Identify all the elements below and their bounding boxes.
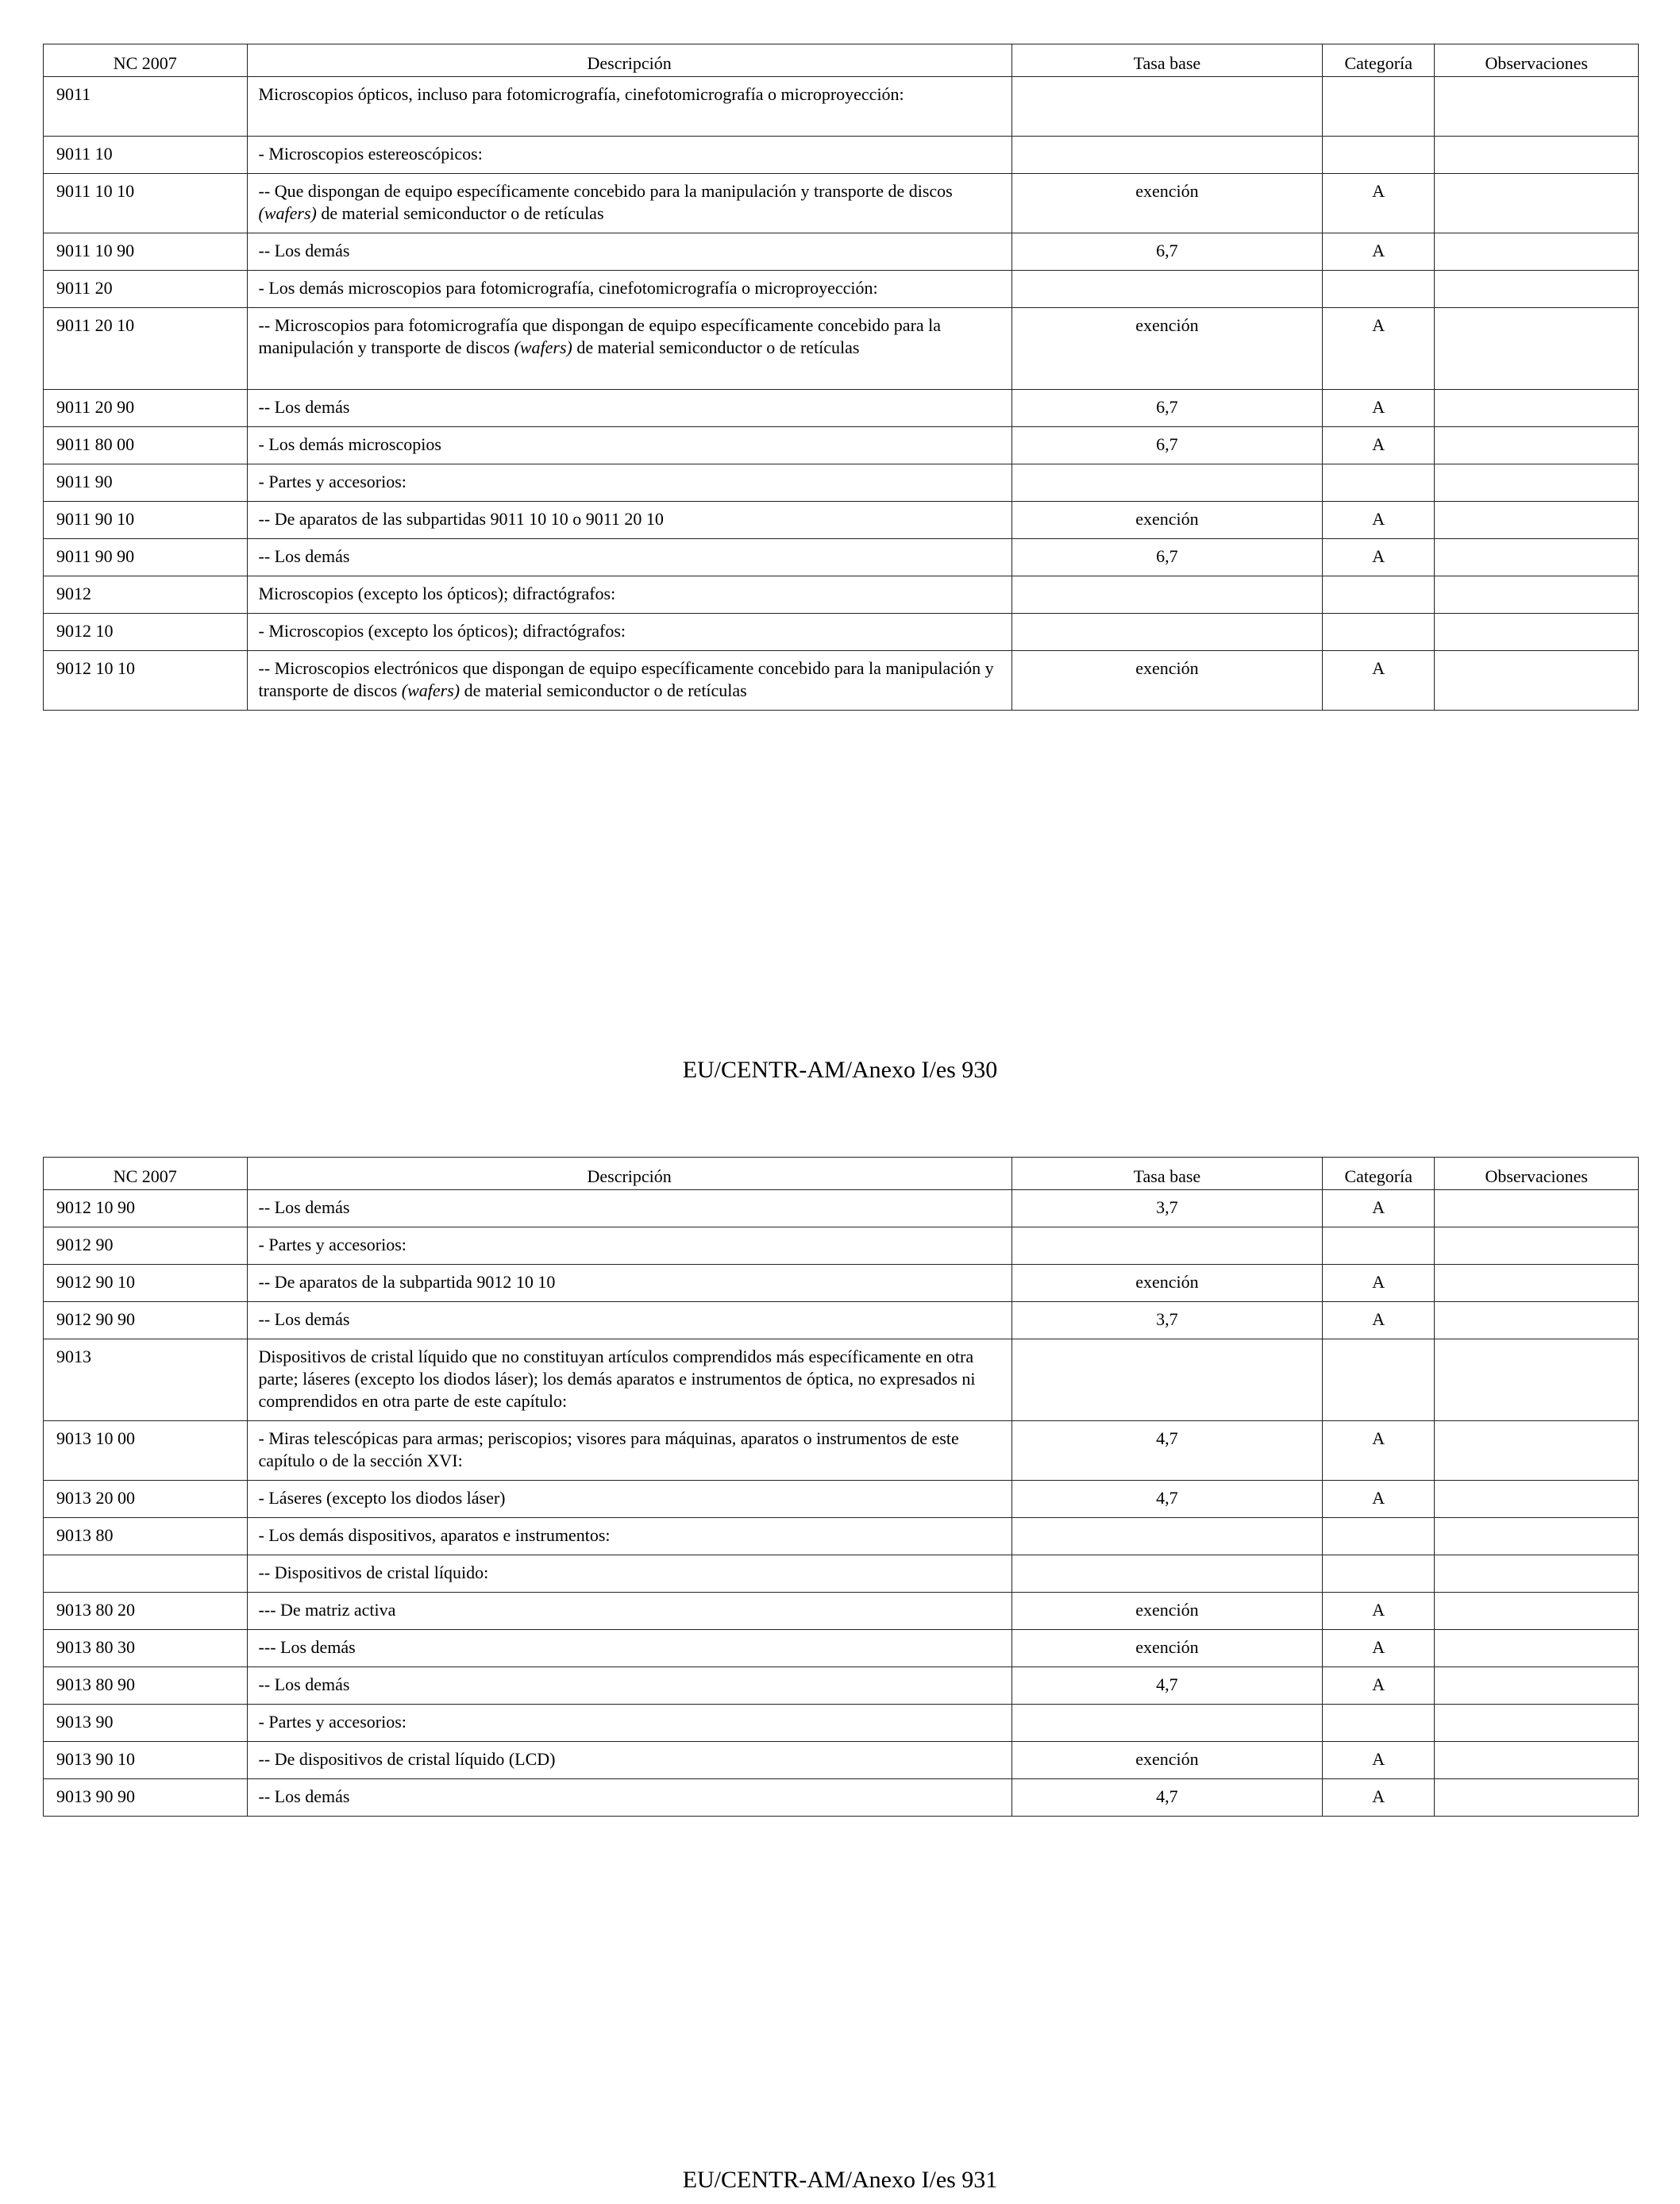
categoria-cell: [1323, 576, 1435, 614]
nc-code-cell: 9011 20: [44, 271, 248, 308]
nc-code-cell: 9011 80 00: [44, 427, 248, 464]
description-cell: [247, 1421, 1011, 1481]
tasa-base-cell: exención: [1011, 1630, 1322, 1667]
tasa-base-cell: 6,7: [1011, 390, 1322, 427]
observaciones-cell: [1435, 1593, 1639, 1630]
nc-code-cell: 9011 20 10: [44, 308, 248, 390]
categoria-cell: A: [1323, 390, 1435, 427]
nc-code-cell: 9013 80 30: [44, 1630, 248, 1667]
tasa-base-cell: 6,7: [1011, 427, 1322, 464]
categoria-cell: A: [1323, 1667, 1435, 1705]
description-cell: [247, 1630, 1011, 1667]
categoria-cell: [1323, 1339, 1435, 1421]
categoria-cell: A: [1323, 1779, 1435, 1817]
table-row: [44, 464, 1639, 502]
nc-code-cell: 9013 20 00: [44, 1481, 248, 1518]
table-row: [44, 614, 1639, 651]
nc-code-cell: 9013 10 00: [44, 1421, 248, 1481]
header-nc-2007: NC 2007: [44, 1158, 248, 1190]
nc-code-cell: [44, 1555, 248, 1593]
header-observaciones: Observaciones: [1435, 1158, 1639, 1190]
tasa-base-cell: [1011, 1227, 1322, 1265]
categoria-cell: [1323, 271, 1435, 308]
categoria-cell: A: [1323, 427, 1435, 464]
categoria-cell: A: [1323, 1742, 1435, 1779]
nc-code-cell: 9013 90 90: [44, 1779, 248, 1817]
observaciones-cell: [1435, 308, 1639, 390]
tasa-base-cell: [1011, 1555, 1322, 1593]
nc-code-cell: 9011 10 10: [44, 174, 248, 233]
description-text: --- Los demás: [258, 1637, 356, 1657]
tasa-base-cell: exención: [1011, 1593, 1322, 1630]
table-row: [44, 77, 1639, 137]
description-text: - Microscopios estereoscópicos:: [258, 144, 483, 164]
table-row: [44, 1302, 1639, 1339]
categoria-cell: A: [1323, 233, 1435, 271]
description-text: --- De matriz activa: [258, 1600, 396, 1620]
observaciones-cell: [1435, 271, 1639, 308]
table-row: [44, 1779, 1639, 1817]
observaciones-cell: [1435, 1227, 1639, 1265]
tasa-base-cell: 4,7: [1011, 1421, 1322, 1481]
description-text: Dispositivos de cristal líquido que no constituyan artículos comprendidos más específicamente en otra parte; láseres (excepto los diodos láser); los demás aparatos e instrumentos de óptica, no expresados ni comprendidos en otra parte de este capítulo:: [258, 1347, 976, 1411]
table-row: [44, 1339, 1639, 1421]
observaciones-cell: [1435, 1339, 1639, 1421]
table-row: [44, 576, 1639, 614]
header-observaciones: Observaciones: [1435, 44, 1639, 77]
observaciones-cell: [1435, 1630, 1639, 1667]
nc-code-cell: 9013 80 90: [44, 1667, 248, 1705]
categoria-cell: [1323, 1227, 1435, 1265]
table-row: [44, 1705, 1639, 1742]
description-cell: [247, 1339, 1011, 1421]
table-row: [44, 1421, 1639, 1481]
page-footer-931: EU/CENTR-AM/Anexo I/es 931: [682, 2167, 998, 2193]
tasa-base-cell: [1011, 271, 1322, 308]
description-cell: [247, 308, 1011, 390]
nc-code-cell: 9012 90: [44, 1227, 248, 1265]
nc-code-cell: 9011 90: [44, 464, 248, 502]
page-footer-930: EU/CENTR-AM/Anexo I/es 930: [682, 1057, 998, 1083]
description-cell: [247, 1265, 1011, 1302]
nc-code-cell: 9011 10 90: [44, 233, 248, 271]
description-text: -- De aparatos de la subpartida 9012 10 10: [258, 1272, 556, 1292]
nc-code-cell: 9012: [44, 576, 248, 614]
tasa-base-cell: exención: [1011, 502, 1322, 539]
description-cell: [247, 614, 1011, 651]
table-row: [44, 1630, 1639, 1667]
categoria-cell: [1323, 464, 1435, 502]
header-categoria: Categoría: [1323, 44, 1435, 77]
tasa-base-cell: [1011, 614, 1322, 651]
tariff-table-page-931: [43, 1157, 1639, 1817]
nc-code-cell: 9011 90 90: [44, 539, 248, 576]
categoria-cell: [1323, 614, 1435, 651]
description-cell: [247, 390, 1011, 427]
table-row: [44, 390, 1639, 427]
description-cell: [247, 1705, 1011, 1742]
nc-code-cell: 9011: [44, 77, 248, 137]
observaciones-cell: [1435, 651, 1639, 711]
header-tasa-base: Tasa base: [1011, 44, 1322, 77]
description-text: -- Los demás: [258, 546, 350, 566]
description-cell: [247, 576, 1011, 614]
observaciones-cell: [1435, 1518, 1639, 1555]
categoria-cell: A: [1323, 308, 1435, 390]
description-cell: [247, 1190, 1011, 1227]
description-text: Microscopios (excepto los ópticos); difractógrafos:: [258, 584, 616, 603]
tasa-base-cell: exención: [1011, 1265, 1322, 1302]
table-row: [44, 502, 1639, 539]
tasa-base-cell: 6,7: [1011, 233, 1322, 271]
tasa-base-cell: 4,7: [1011, 1481, 1322, 1518]
table-row: [44, 233, 1639, 271]
table-row: [44, 271, 1639, 308]
description-cell: [247, 1518, 1011, 1555]
table-row: [44, 1555, 1639, 1593]
table-row: [44, 1227, 1639, 1265]
categoria-cell: A: [1323, 1630, 1435, 1667]
categoria-cell: A: [1323, 1302, 1435, 1339]
description-cell: [247, 427, 1011, 464]
nc-code-cell: 9012 10 90: [44, 1190, 248, 1227]
nc-code-cell: 9011 20 90: [44, 390, 248, 427]
observaciones-cell: [1435, 427, 1639, 464]
description-italic-term: (wafers): [514, 337, 572, 357]
table-row: [44, 1593, 1639, 1630]
tasa-base-cell: [1011, 137, 1322, 174]
description-cell: [247, 233, 1011, 271]
description-cell: [247, 1227, 1011, 1265]
table-row: [44, 1190, 1639, 1227]
description-text: -- De aparatos de las subpartidas 9011 10 10 o 9011 20 10: [258, 509, 664, 529]
description-cell: [247, 1481, 1011, 1518]
description-cell: [247, 1555, 1011, 1593]
description-text: -- Microscopios para fotomicrografía que dispongan de equipo específicamente concebido para la manipulación y transporte de discos: [258, 315, 942, 357]
tasa-base-cell: 4,7: [1011, 1667, 1322, 1705]
table-row: [44, 174, 1639, 233]
description-cell: [247, 1779, 1011, 1817]
description-text: - Láseres (excepto los diodos láser): [258, 1488, 506, 1508]
description-text: -- Los demás: [258, 1786, 350, 1806]
observaciones-cell: [1435, 137, 1639, 174]
nc-code-cell: 9012 10: [44, 614, 248, 651]
description-text: - Microscopios (excepto los ópticos); difractógrafos:: [258, 621, 626, 641]
description-cell: [247, 539, 1011, 576]
tasa-base-cell: [1011, 77, 1322, 137]
observaciones-cell: [1435, 174, 1639, 233]
description-text: -- Los demás: [258, 1674, 350, 1694]
nc-code-cell: 9013 80 20: [44, 1593, 248, 1630]
tasa-base-cell: exención: [1011, 174, 1322, 233]
observaciones-cell: [1435, 1779, 1639, 1817]
tariff-table-page-930: [43, 44, 1639, 711]
table-row: [44, 1265, 1639, 1302]
nc-code-cell: 9013 90 10: [44, 1742, 248, 1779]
observaciones-cell: [1435, 390, 1639, 427]
categoria-cell: [1323, 1705, 1435, 1742]
description-text: - Los demás microscopios: [258, 434, 441, 454]
categoria-cell: A: [1323, 1421, 1435, 1481]
categoria-cell: A: [1323, 1593, 1435, 1630]
categoria-cell: A: [1323, 1481, 1435, 1518]
description-cell: [247, 1593, 1011, 1630]
description-cell: [247, 271, 1011, 308]
description-text: de material semiconductor o de retículas: [460, 680, 747, 700]
description-text: -- De dispositivos de cristal líquido (LCD): [258, 1749, 556, 1769]
table-header-row: [44, 44, 1639, 77]
observaciones-cell: [1435, 464, 1639, 502]
tasa-base-cell: [1011, 576, 1322, 614]
observaciones-cell: [1435, 1190, 1639, 1227]
observaciones-cell: [1435, 1742, 1639, 1779]
description-text: - Partes y accesorios:: [258, 1712, 407, 1732]
observaciones-cell: [1435, 1667, 1639, 1705]
observaciones-cell: [1435, 1481, 1639, 1518]
description-text: -- Que dispongan de equipo específicamente concebido para la manipulación y transporte de discos: [258, 181, 953, 201]
observaciones-cell: [1435, 233, 1639, 271]
table-row: [44, 427, 1639, 464]
header-descripcion: Descripción: [247, 44, 1011, 77]
description-text: -- Los demás: [258, 1309, 350, 1329]
description-text: de material semiconductor o de retículas: [316, 203, 604, 223]
description-text: - Partes y accesorios:: [258, 1235, 407, 1254]
nc-code-cell: 9012 10 10: [44, 651, 248, 711]
header-descripcion: Descripción: [247, 1158, 1011, 1190]
description-text: de material semiconductor o de retículas: [572, 337, 860, 357]
categoria-cell: [1323, 77, 1435, 137]
tasa-base-cell: [1011, 464, 1322, 502]
table-row: [44, 1667, 1639, 1705]
description-text: -- Los demás: [258, 397, 350, 417]
observaciones-cell: [1435, 1421, 1639, 1481]
observaciones-cell: [1435, 576, 1639, 614]
table-row: [44, 1742, 1639, 1779]
categoria-cell: [1323, 137, 1435, 174]
table-row: [44, 308, 1639, 390]
table-row: [44, 1518, 1639, 1555]
table-header-row: [44, 1158, 1639, 1190]
nc-code-cell: 9013 80: [44, 1518, 248, 1555]
observaciones-cell: [1435, 539, 1639, 576]
table-row: [44, 137, 1639, 174]
nc-code-cell: 9013: [44, 1339, 248, 1421]
nc-code-cell: 9012 90 90: [44, 1302, 248, 1339]
categoria-cell: A: [1323, 539, 1435, 576]
table-row: [44, 539, 1639, 576]
categoria-cell: A: [1323, 651, 1435, 711]
description-text: - Los demás microscopios para fotomicrografía, cinefotomicrografía o microproyección:: [258, 278, 878, 298]
header-tasa-base: Tasa base: [1011, 1158, 1322, 1190]
description-text: - Miras telescópicas para armas; periscopios; visores para máquinas, aparatos o instrumentos de este capítulo o de la sección XVI:: [258, 1428, 959, 1470]
description-cell: [247, 651, 1011, 711]
description-italic-term: (wafers): [401, 680, 460, 700]
categoria-cell: A: [1323, 502, 1435, 539]
description-text: -- Dispositivos de cristal líquido:: [258, 1562, 489, 1582]
observaciones-cell: [1435, 1302, 1639, 1339]
tasa-base-cell: 6,7: [1011, 539, 1322, 576]
tasa-base-cell: [1011, 1339, 1322, 1421]
description-cell: [247, 1302, 1011, 1339]
description-text: - Partes y accesorios:: [258, 472, 407, 491]
description-cell: [247, 137, 1011, 174]
description-text: - Los demás dispositivos, aparatos e instrumentos:: [258, 1525, 611, 1545]
categoria-cell: A: [1323, 1190, 1435, 1227]
description-cell: [247, 464, 1011, 502]
description-cell: [247, 1667, 1011, 1705]
nc-code-cell: 9011 10: [44, 137, 248, 174]
tasa-base-cell: exención: [1011, 651, 1322, 711]
tasa-base-cell: 3,7: [1011, 1190, 1322, 1227]
nc-code-cell: 9012 90 10: [44, 1265, 248, 1302]
observaciones-cell: [1435, 502, 1639, 539]
tasa-base-cell: 3,7: [1011, 1302, 1322, 1339]
description-text: Microscopios ópticos, incluso para fotomicrografía, cinefotomicrografía o microproyección:: [258, 84, 904, 104]
observaciones-cell: [1435, 1265, 1639, 1302]
description-italic-term: (wafers): [258, 203, 317, 223]
description-cell: [247, 502, 1011, 539]
categoria-cell: A: [1323, 1265, 1435, 1302]
description-cell: [247, 174, 1011, 233]
header-categoria: Categoría: [1323, 1158, 1435, 1190]
nc-code-cell: 9013 90: [44, 1705, 248, 1742]
description-cell: [247, 1742, 1011, 1779]
tasa-base-cell: 4,7: [1011, 1779, 1322, 1817]
description-text: -- Microscopios electrónicos que dispongan de equipo específicamente concebido para la manipulación y transporte de discos: [258, 658, 994, 700]
categoria-cell: [1323, 1555, 1435, 1593]
header-nc-2007: NC 2007: [44, 44, 248, 77]
table-row: [44, 651, 1639, 711]
description-text: -- Los demás: [258, 241, 350, 260]
tasa-base-cell: exención: [1011, 308, 1322, 390]
tasa-base-cell: [1011, 1518, 1322, 1555]
observaciones-cell: [1435, 1555, 1639, 1593]
description-text: -- Los demás: [258, 1197, 350, 1217]
nc-code-cell: 9011 90 10: [44, 502, 248, 539]
observaciones-cell: [1435, 614, 1639, 651]
observaciones-cell: [1435, 1705, 1639, 1742]
tasa-base-cell: [1011, 1705, 1322, 1742]
categoria-cell: A: [1323, 174, 1435, 233]
tasa-base-cell: exención: [1011, 1742, 1322, 1779]
observaciones-cell: [1435, 77, 1639, 137]
description-cell: [247, 77, 1011, 137]
table-row: [44, 1481, 1639, 1518]
categoria-cell: [1323, 1518, 1435, 1555]
